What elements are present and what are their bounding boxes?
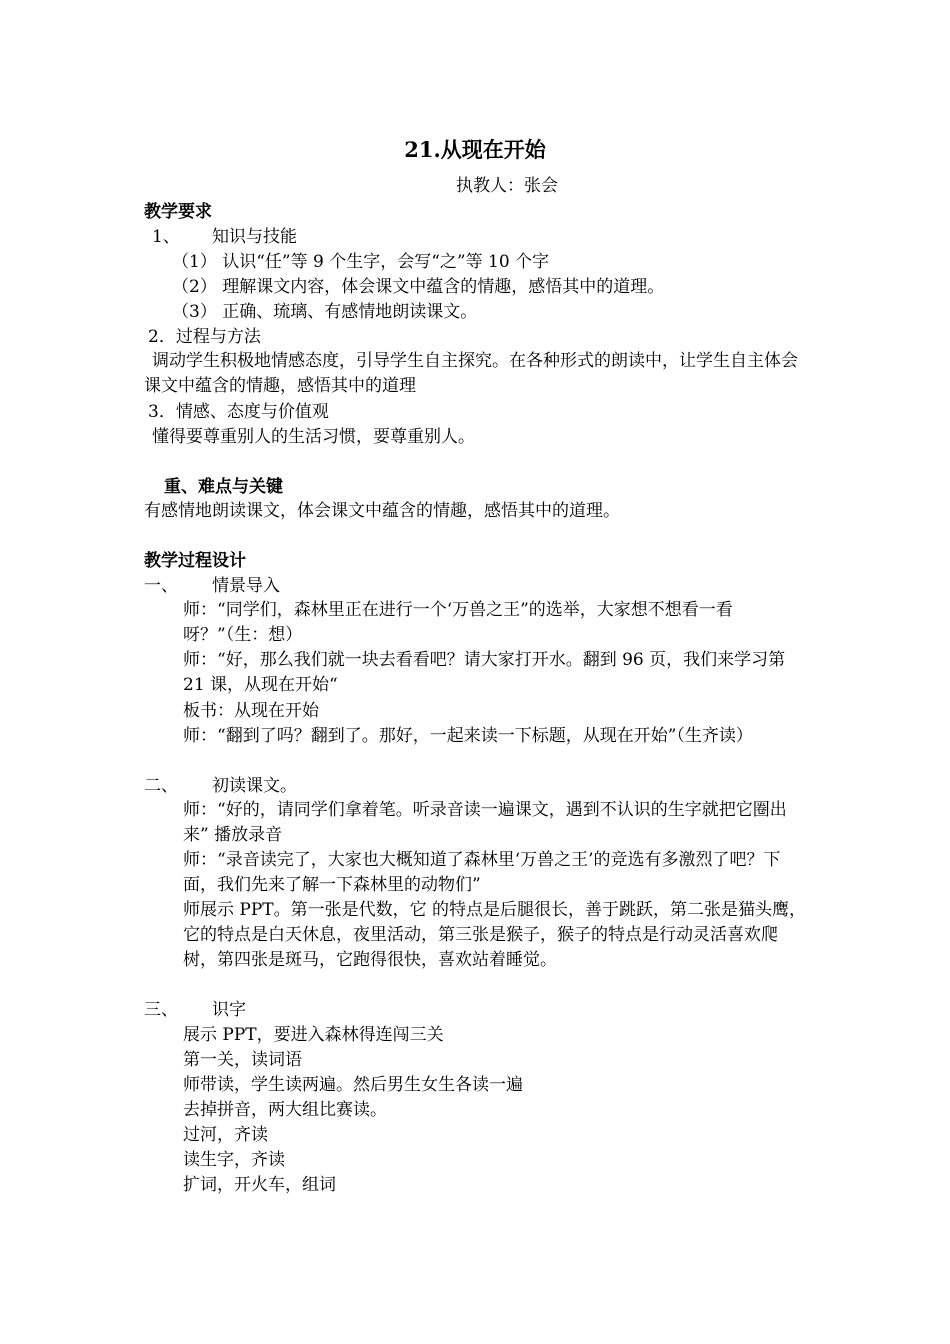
part2-title: 初读课文。 — [212, 776, 297, 796]
objective-1: （1） 认识“任”等 9 个生字，会写“之”等 10 个字 — [172, 252, 550, 272]
part1-number: 一、 — [144, 576, 178, 596]
item3-title: 3．情感、态度与价值观 — [148, 402, 329, 422]
part3-line-6: 读生字，齐读 — [183, 1150, 285, 1170]
part1-dialog-2: 师：“好，那么我们就一块去看看吧？请大家打开水。翻到 96 页，我们来学习第 21 课，从现在开始“ — [183, 650, 786, 695]
part2-ppt-description: 师展示 PPT。第一张是代数，它 的特点是后腿很长，善于跳跃，第二张是猫头鹰，它的特点是白天休息，夜里活动，第三张是猴子，猴子的特点是行动灵活喜欢爬树，第四张是斑马，它跑得很快，喜欢站着睡觉。 — [183, 900, 807, 970]
part2-dialog-1: 师：“好的，请同学们拿着笔。听录音读一遍课文，遇到不认识的生字就把它圈出来” 播放录音 — [183, 800, 787, 845]
part3-line-1: 展示 PPT，要进入森林得连闯三关 — [183, 1025, 444, 1045]
item1-title: 知识与技能 — [212, 227, 297, 247]
part3-line-5: 过河，齐读 — [183, 1125, 268, 1145]
part1-title: 情景导入 — [212, 576, 280, 596]
part1-dialog-1: 师：“同学们，森林里正在进行一个‘万兽之王”的选举，大家想不想看一看呀？”（生：想） — [183, 600, 733, 645]
objective-3: （3） 正确、琉璃、有感情地朗读课文。 — [172, 302, 478, 322]
section-heading-process: 教学过程设计 — [144, 551, 246, 571]
item2-paragraph: 调动学生积极地情感态度，引导学生自主探究。在各种形式的朗读中，让学生自主体会课文中蕴含的情趣，感悟其中的道理 — [144, 351, 798, 396]
part3-line-4: 去掉拼音，两大组比赛读。 — [183, 1100, 387, 1120]
part3-line-2: 第一关，读词语 — [183, 1050, 302, 1070]
part3-line-7: 扩词，开火车，组词 — [183, 1175, 336, 1195]
item3-paragraph: 懂得要尊重别人的生活习惯，要尊重别人。 — [152, 427, 475, 447]
item2-title: 2．过程与方法 — [148, 327, 261, 347]
teacher-line: 执教人：张会 — [456, 176, 558, 196]
section-heading-requirements: 教学要求 — [144, 202, 212, 222]
part3-title: 识字 — [212, 1000, 246, 1020]
objective-2: （2） 理解课文内容，体会课文中蕴含的情趣，感悟其中的道理。 — [172, 277, 665, 297]
page-title: 21.从现在开始 — [404, 137, 546, 162]
part2-dialog-2: 师：“录音读完了，大家也大概知道了森林里‘万兽之王’的竞选有多激烈了吧？下面，我们先来了解一下森林里的动物们” — [183, 850, 781, 895]
part2-number: 二、 — [144, 776, 178, 796]
section-heading-keypoints: 重、难点与关键 — [164, 477, 283, 497]
part1-board-writing: 板书：从现在开始 — [183, 701, 319, 721]
keypoints-text: 有感情地朗读课文，体会课文中蕴含的情趣，感悟其中的道理。 — [144, 501, 620, 521]
part3-number: 三、 — [144, 1000, 178, 1020]
part3-line-3: 师带读，学生读两遍。然后男生女生各读一遍 — [183, 1075, 523, 1095]
item1-number: 1、 — [152, 227, 180, 247]
part1-dialog-3: 师：“翻到了吗？翻到了。那好，一起来读一下标题，从现在开始”（生齐读） — [183, 726, 753, 746]
